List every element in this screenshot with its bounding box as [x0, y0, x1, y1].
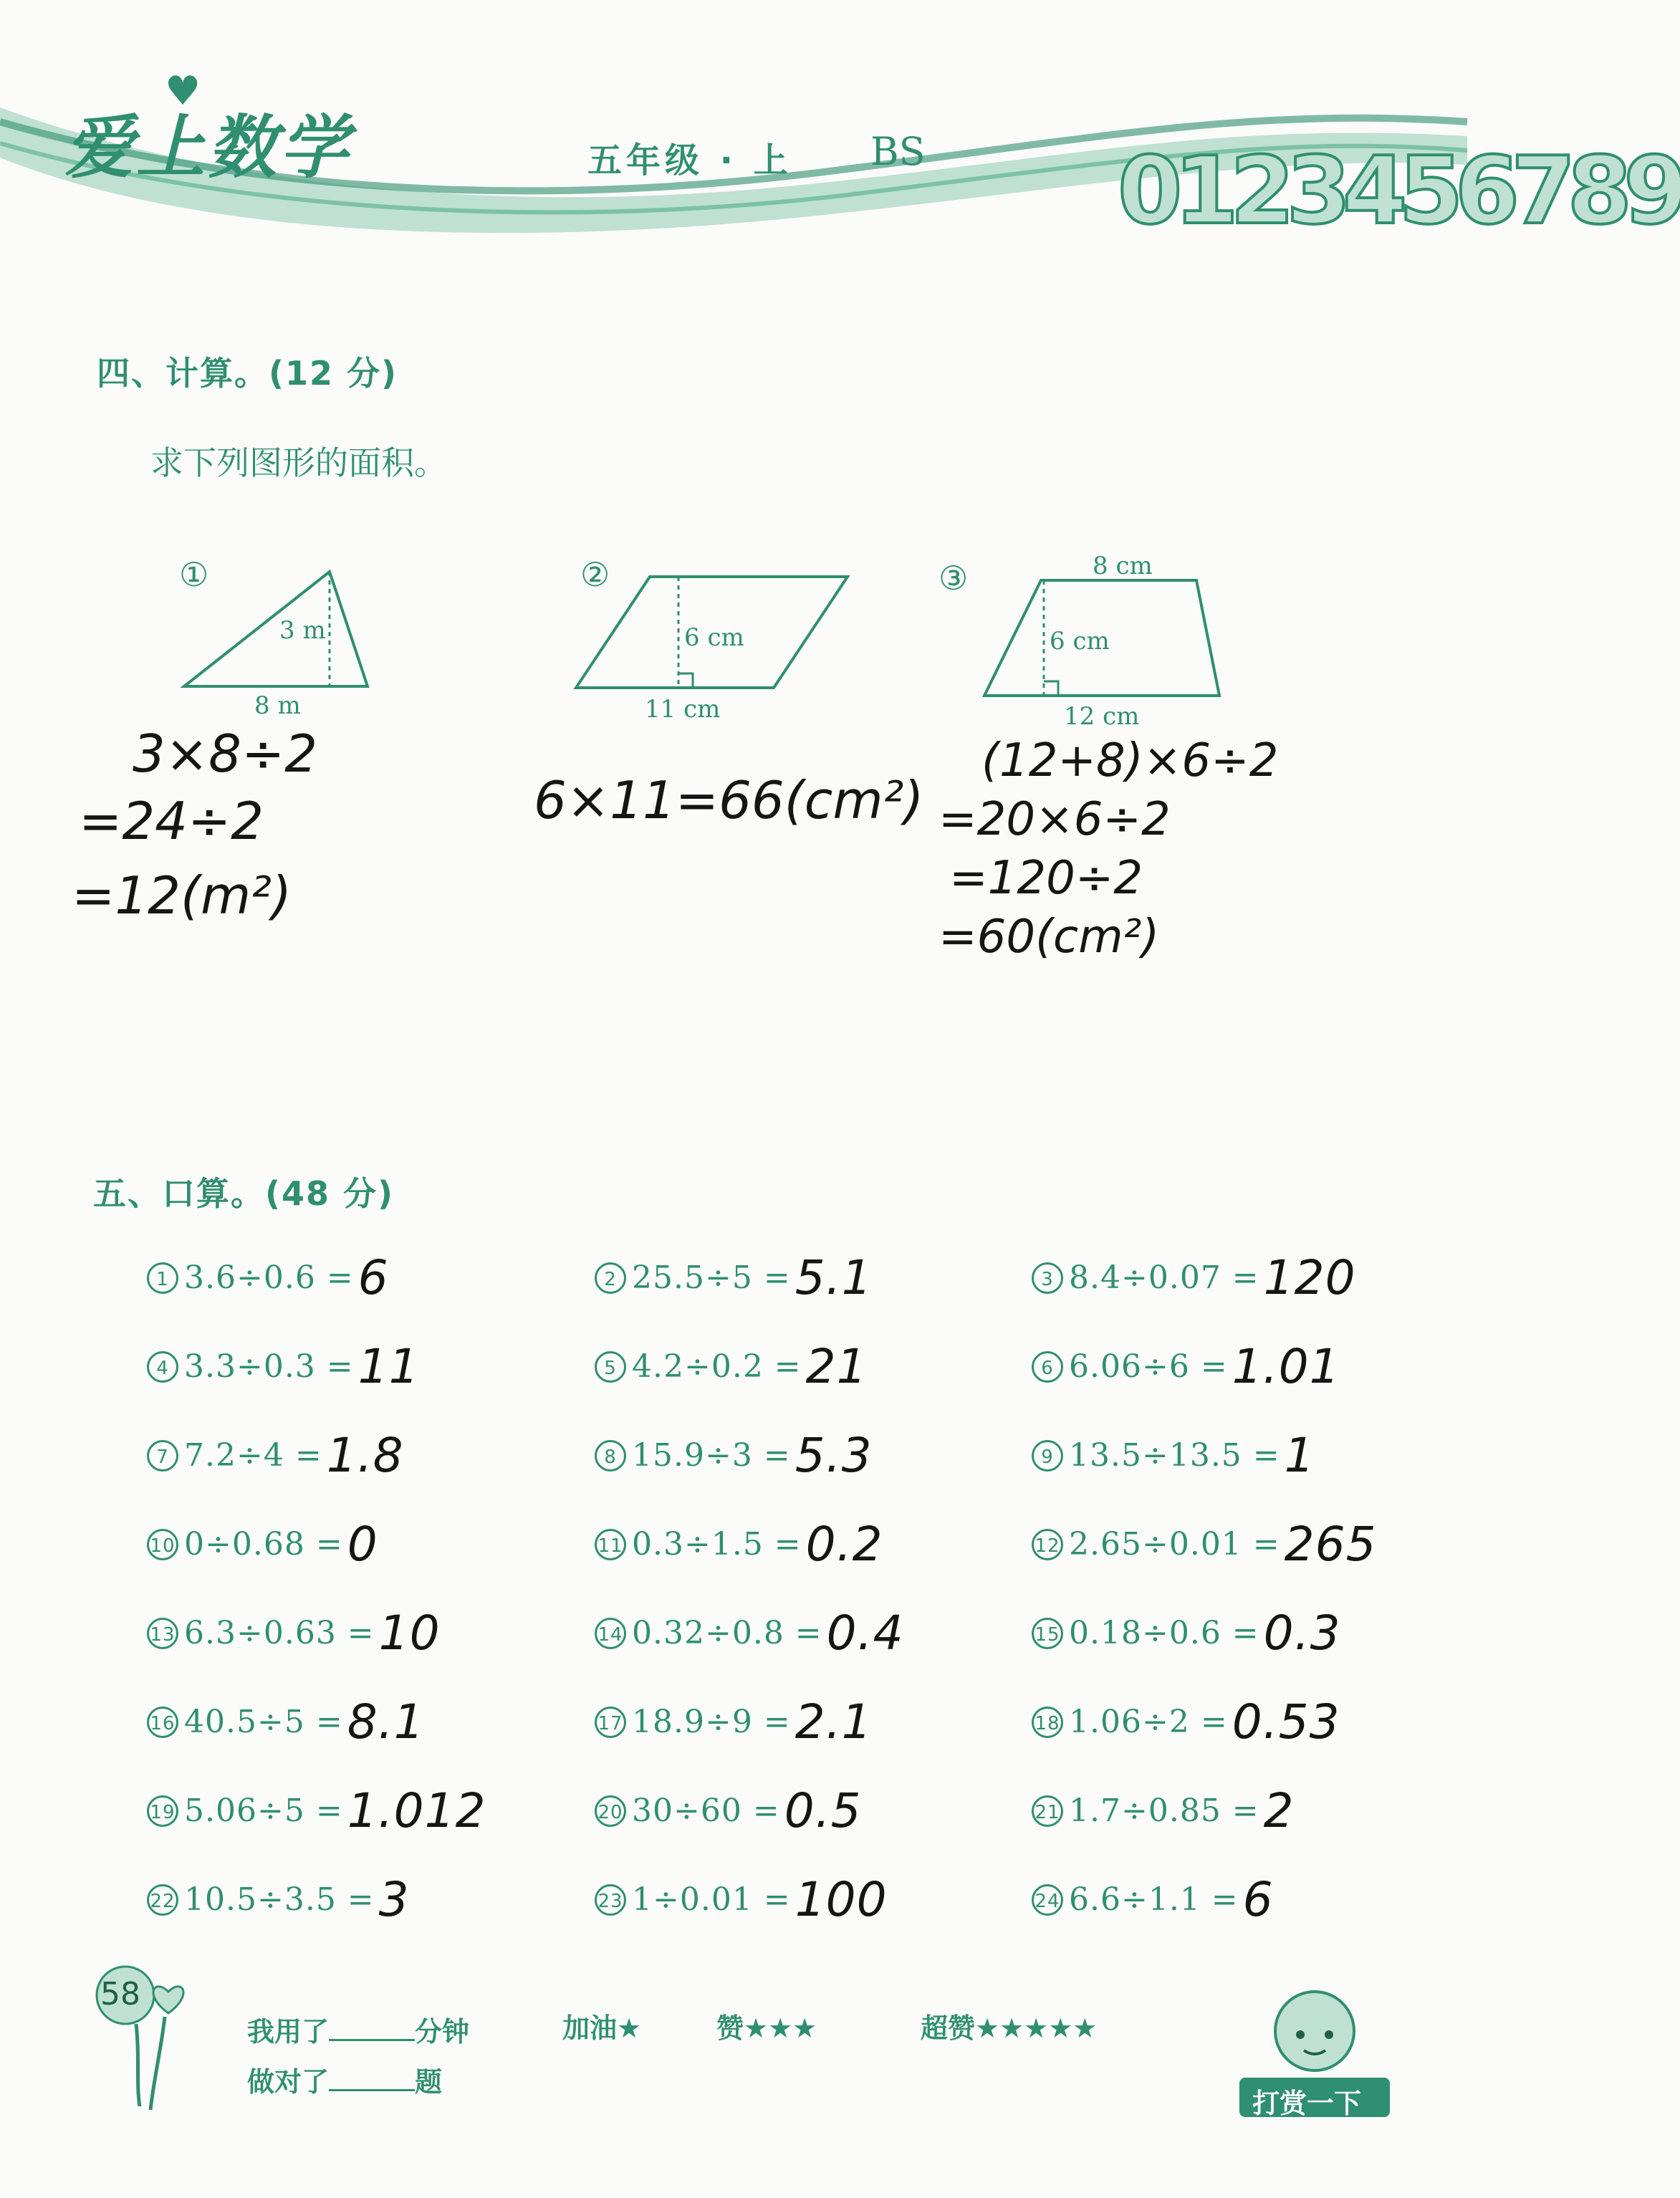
question-number: 22 — [147, 1884, 178, 1916]
handwritten-answer[interactable]: 100 — [795, 1872, 888, 1927]
handwritten-answer[interactable]: 10 — [378, 1606, 441, 1661]
mental-math-item — [147, 1339, 420, 1394]
handwritten-answer[interactable]: 0 — [347, 1517, 378, 1572]
question-number: 16 — [147, 1707, 178, 1738]
digits-decoration: 0123456789 — [1118, 136, 1680, 245]
mental-math-item — [595, 1606, 904, 1661]
mental-math-item — [147, 1783, 486, 1838]
question-number: 3 — [1032, 1262, 1063, 1294]
work-figure-3 — [939, 734, 1278, 964]
question-expression: 0÷0.68 = — [184, 1526, 343, 1563]
question-expression: 1.06÷2 = — [1069, 1704, 1228, 1740]
trapezoid-base-label: 12 cm — [1064, 702, 1140, 731]
question-number: 21 — [1032, 1795, 1063, 1827]
handwritten-answer[interactable]: 0.3 — [1263, 1606, 1341, 1661]
section4-instruction: 求下列图形的面积。 — [150, 443, 447, 482]
mental-math-item — [1032, 1606, 1341, 1661]
figure-3-number: ③ — [939, 559, 969, 598]
handwritten-answer[interactable]: 1 — [1284, 1428, 1315, 1483]
section5-title: 五、口算。(48 分) — [93, 1174, 395, 1213]
question-expression: 6.3÷0.63 = — [184, 1615, 375, 1651]
question-number: 9 — [1032, 1440, 1063, 1472]
question-expression: 3.3÷0.3 = — [184, 1348, 354, 1385]
question-number: 1 — [147, 1262, 178, 1294]
work-figure-2 — [534, 770, 923, 830]
question-number: 4 — [147, 1351, 178, 1383]
question-number: 14 — [595, 1618, 626, 1649]
mental-math-item — [147, 1517, 378, 1572]
question-expression: 6.6÷1.1 = — [1069, 1881, 1239, 1918]
work-line: =24÷2 — [79, 791, 264, 851]
section4-title: 四、计算。(12 分) — [97, 354, 398, 393]
question-expression: 0.18÷0.6 = — [1069, 1615, 1259, 1651]
question-expression: 30÷60 = — [632, 1793, 780, 1829]
correct-blank[interactable] — [329, 2068, 415, 2091]
question-expression: 1÷0.01 = — [632, 1881, 791, 1918]
correct-prefix: 做对了 — [247, 2066, 330, 2098]
handwritten-answer[interactable]: 0.4 — [826, 1606, 904, 1661]
mental-math-item — [595, 1694, 873, 1750]
rating-jiayou: 加油★ — [562, 2012, 642, 2044]
mental-math-item — [595, 1872, 888, 1927]
parallelogram-base-label: 11 cm — [645, 695, 721, 724]
handwritten-answer[interactable]: 5.3 — [795, 1428, 873, 1483]
mental-math-item — [1032, 1872, 1274, 1927]
question-expression: 18.9÷9 = — [632, 1704, 791, 1740]
triangle-height-label: 3 m — [279, 616, 326, 645]
mental-math-item — [1032, 1694, 1340, 1750]
work-line: =120÷2 — [949, 852, 1143, 905]
handwritten-answer[interactable]: 5.1 — [795, 1250, 873, 1305]
question-number: 24 — [1032, 1884, 1063, 1916]
time-blank[interactable] — [329, 2017, 415, 2041]
correct-suffix: 题 — [415, 2066, 443, 2098]
question-number: 18 — [1032, 1707, 1063, 1738]
edition-label: BS — [870, 129, 926, 174]
question-number: 11 — [595, 1529, 626, 1560]
handwritten-answer[interactable]: 6 — [1242, 1872, 1274, 1927]
mental-math-item — [1032, 1250, 1356, 1305]
mental-math-item — [147, 1694, 425, 1750]
rating-zan: 赞★★★ — [716, 2012, 817, 2044]
question-expression: 40.5÷5 = — [184, 1704, 343, 1740]
mental-math-item — [595, 1250, 873, 1305]
mental-math-item — [147, 1872, 410, 1927]
work-line: 3×8÷2 — [133, 724, 318, 784]
reward-badge[interactable] — [1232, 1977, 1397, 2121]
mental-math-item — [1032, 1339, 1340, 1394]
question-number: 13 — [147, 1618, 178, 1649]
question-expression: 4.2÷0.2 = — [632, 1348, 802, 1385]
work-line: =60(cm²) — [939, 911, 1160, 964]
handwritten-answer[interactable]: 21 — [805, 1339, 868, 1394]
mental-math-item — [1032, 1783, 1295, 1838]
reward-badge-label: 打赏一下 — [1252, 2088, 1362, 2119]
figure-1 — [172, 555, 387, 727]
handwritten-answer[interactable]: 1.01 — [1232, 1339, 1340, 1394]
question-number: 10 — [147, 1529, 178, 1560]
work-figure-1 — [72, 724, 318, 926]
work-line: (12+8)×6÷2 — [981, 734, 1279, 787]
heart-icon: ♥ — [165, 68, 201, 115]
mental-math-item — [147, 1606, 441, 1661]
correct-line — [247, 2060, 442, 2099]
handwritten-answer[interactable]: 0.53 — [1232, 1694, 1340, 1750]
handwritten-answer[interactable]: 3 — [378, 1872, 410, 1927]
question-expression: 13.5÷13.5 = — [1069, 1437, 1280, 1474]
question-number: 12 — [1032, 1529, 1063, 1560]
handwritten-answer[interactable]: 120 — [1263, 1250, 1356, 1305]
mental-math-item — [595, 1783, 862, 1838]
handwritten-answer[interactable]: 2.1 — [795, 1694, 873, 1750]
rating-chaozan: 超赞★★★★★ — [921, 2012, 1098, 2044]
mental-math-item — [147, 1250, 389, 1305]
question-expression: 6.06÷6 = — [1069, 1348, 1228, 1385]
time-prefix: 我用了 — [247, 2016, 330, 2048]
time-line — [247, 2010, 469, 2049]
question-expression: 0.32÷0.8 = — [632, 1615, 822, 1651]
question-number: 23 — [595, 1884, 626, 1916]
mental-math-item — [1032, 1517, 1377, 1572]
question-expression: 15.9÷3 = — [632, 1437, 791, 1474]
question-number: 6 — [1032, 1351, 1063, 1383]
question-expression: 0.3÷1.5 = — [632, 1526, 802, 1563]
work-line: =20×6÷2 — [939, 793, 1171, 846]
question-expression: 3.6÷0.6 = — [184, 1259, 354, 1296]
question-number: 20 — [595, 1795, 626, 1827]
trapezoid-height-label: 6 cm — [1050, 627, 1110, 656]
question-number: 2 — [595, 1262, 626, 1294]
figure-1-number: ① — [179, 555, 209, 594]
question-expression: 25.5÷5 = — [632, 1259, 791, 1296]
question-expression: 7.2÷4 = — [184, 1437, 322, 1474]
page-number-flower — [82, 1963, 197, 2121]
parallelogram-height-label: 6 cm — [684, 623, 744, 652]
handwritten-answer[interactable]: 1.012 — [347, 1783, 486, 1838]
question-number: 8 — [595, 1440, 626, 1472]
figure-2 — [573, 555, 860, 727]
handwritten-answer[interactable]: 1.8 — [326, 1428, 404, 1483]
triangle-base-label: 8 m — [254, 691, 301, 720]
handwritten-answer[interactable]: 6 — [357, 1250, 389, 1305]
question-number: 19 — [147, 1795, 178, 1827]
work-line: =12(m²) — [72, 865, 292, 926]
question-expression: 5.06÷5 = — [184, 1793, 343, 1829]
mental-math-item — [1032, 1428, 1315, 1483]
handwritten-answer[interactable]: 265 — [1284, 1517, 1377, 1572]
grade-label: 五年级 · 上 — [587, 140, 792, 181]
question-number: 7 — [147, 1440, 178, 1472]
time-suffix: 分钟 — [415, 2016, 470, 2048]
figure-3 — [939, 552, 1239, 738]
question-expression: 2.65÷0.01 = — [1069, 1526, 1280, 1563]
mental-math-item — [595, 1517, 883, 1572]
question-number: 15 — [1032, 1618, 1063, 1649]
question-expression: 8.4÷0.07 = — [1069, 1259, 1259, 1296]
figure-2-number: ② — [580, 555, 610, 594]
work-line: 6×11=66(cm²) — [534, 770, 924, 830]
handwritten-answer[interactable]: 8.1 — [347, 1694, 425, 1750]
question-number: 5 — [595, 1351, 626, 1383]
mental-math-item — [147, 1428, 404, 1483]
logo: 爱上数学 — [64, 107, 351, 188]
question-number: 17 — [595, 1707, 626, 1738]
page-number: 58 — [100, 1976, 140, 2012]
mental-math-item — [595, 1339, 868, 1394]
handwritten-answer[interactable]: 0.2 — [805, 1517, 883, 1572]
handwritten-answer[interactable]: 0.5 — [784, 1783, 862, 1838]
handwritten-answer[interactable]: 11 — [357, 1339, 420, 1394]
mental-math-item — [595, 1428, 873, 1483]
trapezoid-top-label: 8 cm — [1093, 552, 1153, 580]
question-expression: 1.7÷0.85 = — [1069, 1793, 1259, 1829]
handwritten-answer[interactable]: 2 — [1263, 1783, 1295, 1838]
question-expression: 10.5÷3.5 = — [184, 1881, 375, 1918]
